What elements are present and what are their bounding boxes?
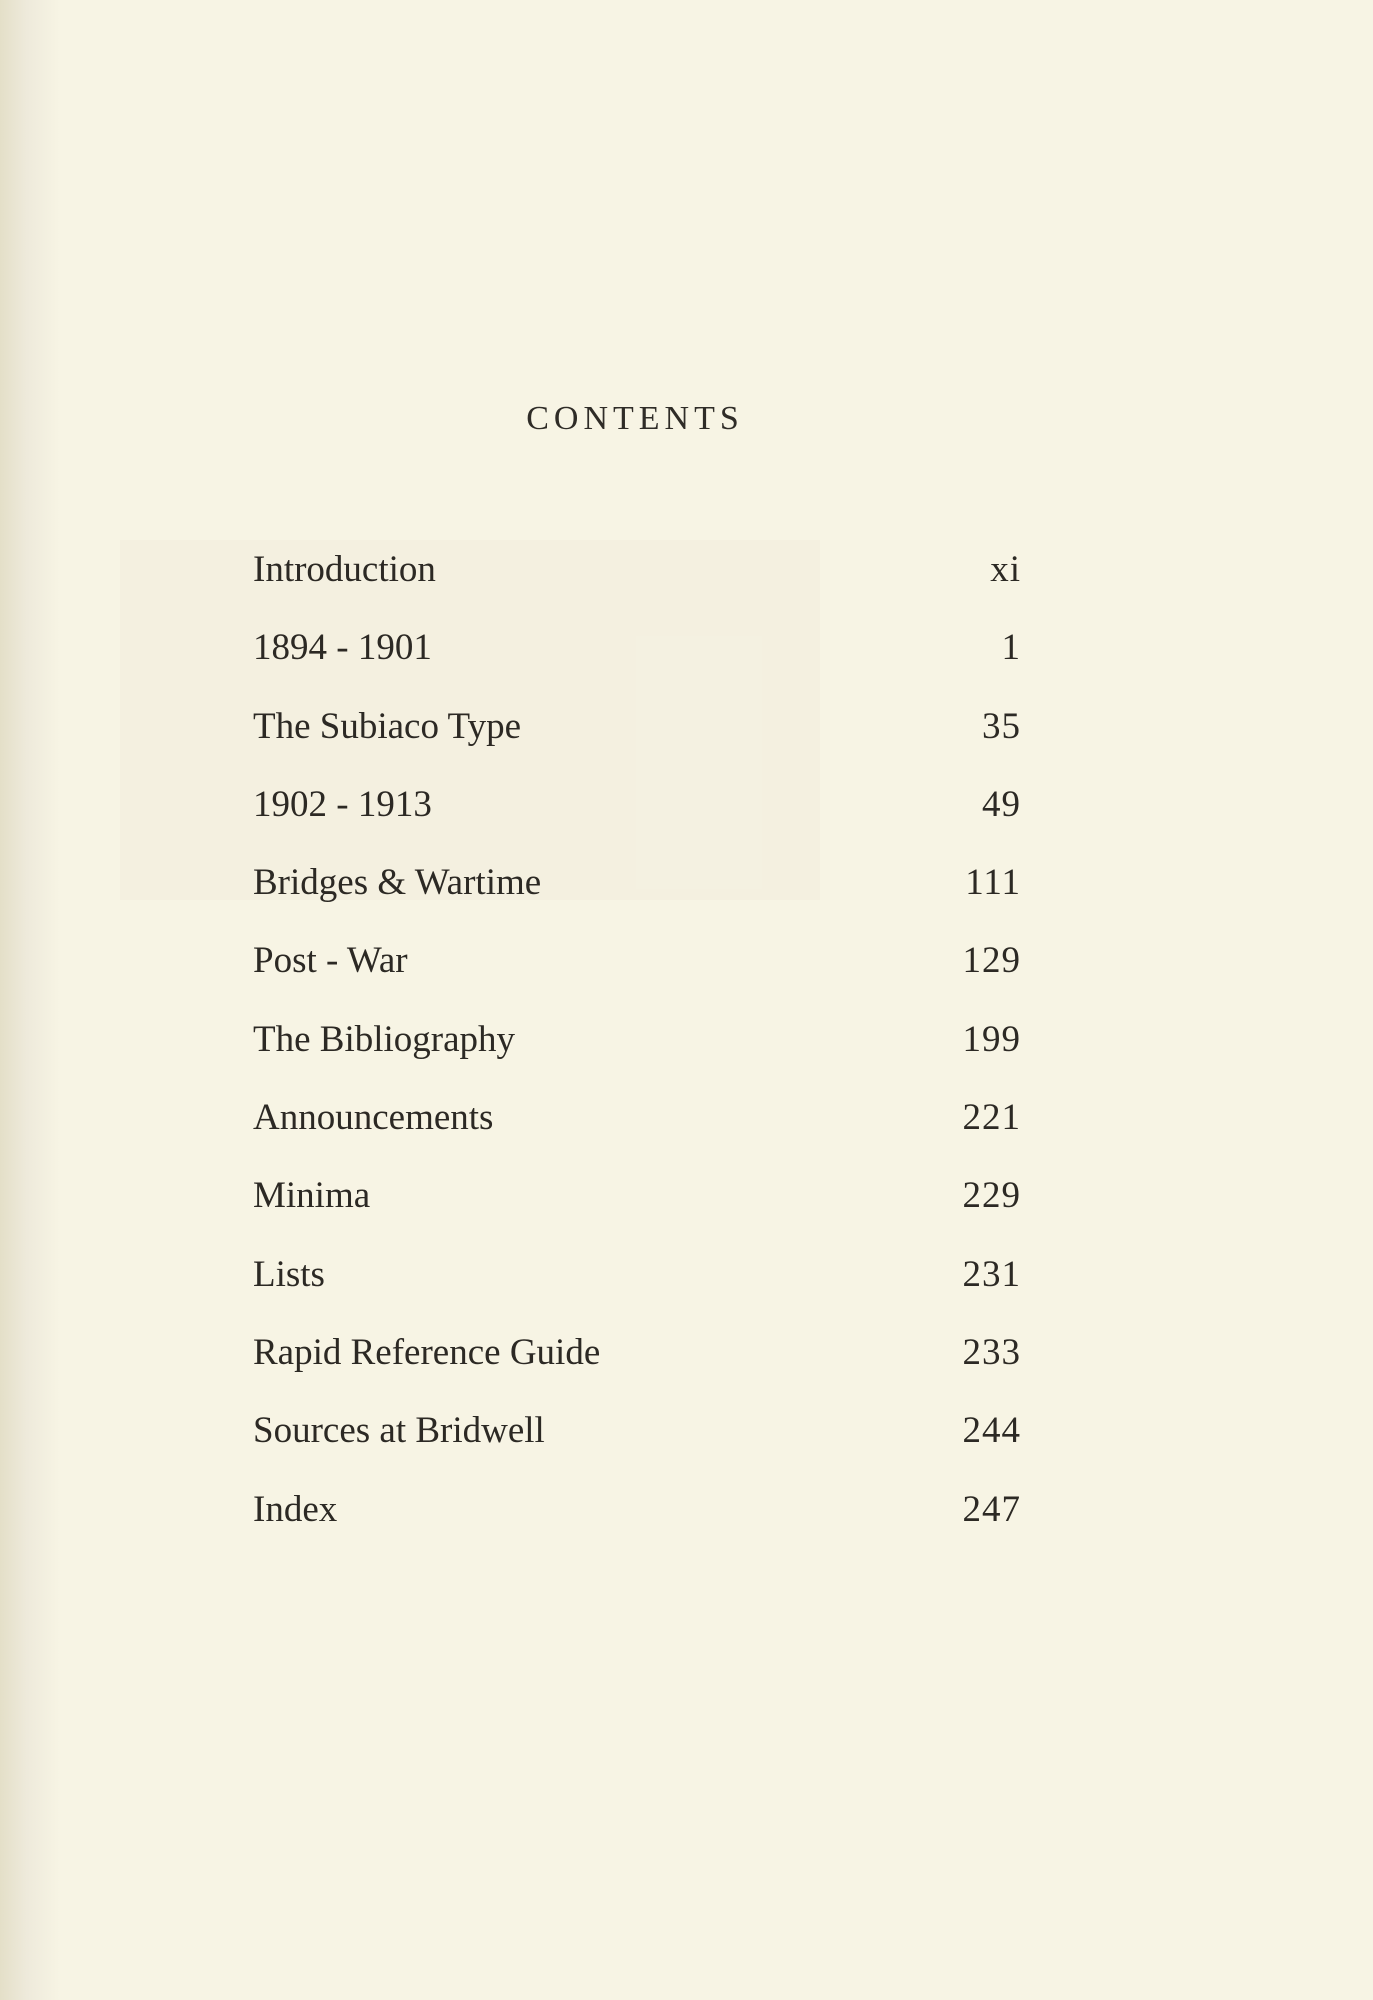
toc-entry-page: 35 — [982, 705, 1021, 747]
toc-entry-page: 199 — [962, 1018, 1021, 1060]
page-gutter-shadow — [0, 0, 60, 2000]
toc-entry-post-war[interactable] — [253, 939, 1021, 1017]
toc-entry-page: 244 — [962, 1410, 1021, 1452]
toc-entry-title: Lists — [253, 1253, 325, 1295]
toc-entry-title: Sources at Bridwell — [253, 1410, 545, 1452]
toc-entry-bibliography[interactable] — [253, 1018, 1021, 1096]
toc-entry-page: 221 — [962, 1097, 1021, 1139]
toc-entry-title: Introduction — [253, 549, 436, 590]
toc-entry-title: 1894 - 1901 — [253, 627, 432, 669]
toc-entry-title: 1902 - 1913 — [253, 783, 432, 825]
toc-entry-title: Announcements — [253, 1097, 494, 1139]
toc-entry-minima[interactable] — [253, 1174, 1021, 1252]
toc-entry-page: 231 — [962, 1253, 1021, 1295]
toc-entry-page: 129 — [962, 940, 1021, 982]
toc-entry-rapid-reference-guide[interactable] — [253, 1331, 1021, 1409]
toc-entry-introduction[interactable] — [253, 548, 1021, 626]
toc-entry-1902-1913[interactable] — [253, 783, 1021, 861]
toc-entry-lists[interactable] — [253, 1253, 1021, 1331]
toc-entry-title: Post - War — [253, 940, 408, 982]
toc-entry-page: 233 — [962, 1331, 1021, 1373]
toc-entry-title: Index — [253, 1488, 338, 1530]
toc-entry-page: 49 — [982, 783, 1021, 825]
toc-entry-sources-at-bridwell[interactable] — [253, 1409, 1021, 1487]
toc-entry-index[interactable] — [253, 1488, 1021, 1566]
toc-entry-subiaco-type[interactable] — [253, 705, 1021, 783]
toc-entry-page: 111 — [965, 862, 1021, 904]
toc-entry-title: The Bibliography — [253, 1018, 516, 1060]
toc-entry-page: xi — [990, 549, 1021, 590]
table-of-contents — [253, 548, 1021, 1566]
toc-entry-page: 247 — [962, 1488, 1021, 1530]
contents-heading: CONTENTS — [526, 400, 744, 437]
toc-entry-title: Minima — [253, 1175, 371, 1217]
toc-entry-announcements[interactable] — [253, 1096, 1021, 1174]
toc-entry-page: 229 — [962, 1175, 1021, 1217]
toc-entry-page: 1 — [1001, 627, 1021, 669]
toc-entry-title: The Subiaco Type — [253, 705, 521, 747]
toc-entry-1894-1901[interactable] — [253, 626, 1021, 704]
toc-entry-title: Rapid Reference Guide — [253, 1331, 601, 1373]
toc-entry-bridges-wartime[interactable] — [253, 861, 1021, 939]
toc-entry-title: Bridges & Wartime — [253, 862, 542, 904]
